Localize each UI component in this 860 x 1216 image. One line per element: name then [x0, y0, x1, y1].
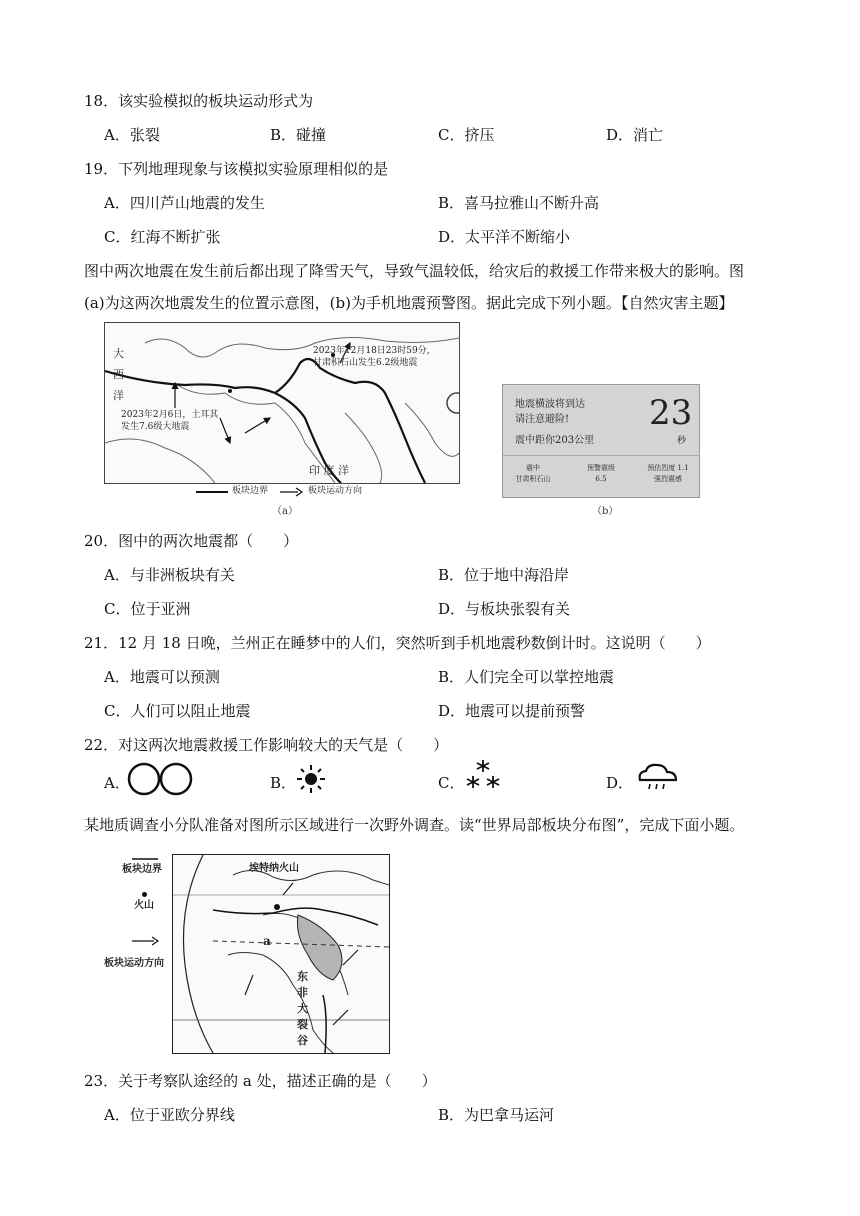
q21-stem: 21．12 月 18 日晚，兰州正在睡梦中的人们，突然听到手机地震秒数倒计时。这说明（ ） [84, 634, 711, 652]
q18-stem: 18．该实验模拟的板块运动形式为 [84, 92, 314, 110]
q22-option-c[interactable] [438, 772, 464, 793]
q19-option-c[interactable]: C．红海不断扩张 [104, 228, 221, 246]
figure-a-caption: （a） [272, 506, 298, 517]
etna-volcano-label: 埃特纳火山 [249, 863, 299, 874]
volcano-legend-icon [142, 892, 147, 897]
q22-stem: 22．对这两次地震救援工作影响较大的天气是（ ） [84, 736, 449, 754]
ocean-west-label: 大 西 洋 [113, 347, 124, 402]
legend-boundary-label: 板块边界 [232, 486, 269, 496]
intro1-line1: 图中两次地震在发生前后都出现了降雪天气，导致气温较低，给灾后的救援工作带来极大的影响。图 [84, 262, 745, 280]
earthquake-location-map [104, 322, 460, 484]
alert-epicenter: 震中 甘肃积石山 [515, 464, 551, 483]
q19-stem: 19．下列地理现象与该模拟实验原理相似的是 [84, 160, 389, 178]
turkey-quake-label: 2023年2月6日，土耳其 发生7.6级大地震 [121, 410, 219, 432]
q19-option-b[interactable]: B．喜马拉雅山不断升高 [438, 194, 600, 212]
q20-option-d[interactable]: D．与板块张裂有关 [438, 600, 571, 618]
q20-option-a[interactable]: A．与非洲板块有关 [104, 566, 235, 584]
q22-option-d-label: D． [606, 774, 634, 792]
q22-option-b[interactable] [270, 772, 296, 793]
q18-option-b[interactable]: B．碰撞 [270, 126, 327, 144]
rain-cloud-icon [634, 762, 680, 794]
q20-option-b[interactable]: B．位于地中海沿岸 [438, 566, 570, 584]
gansu-quake-label: 2023年12月18日23时59分, 甘肃积石山发生6.2级地震 [313, 346, 430, 368]
direction-legend-icon-c [132, 936, 160, 946]
direction-legend-icon [280, 487, 304, 497]
q18-option-d[interactable]: D．消亡 [606, 126, 664, 144]
countdown-unit: 秒 [677, 436, 687, 446]
q22-option-a[interactable] [104, 772, 130, 793]
q22-option-a-label: A． [104, 774, 130, 792]
snow-icon [464, 758, 502, 792]
q20-stem: 20．图中的两次地震都（ ） [84, 532, 299, 550]
q23-option-b[interactable]: B．为巴拿马运河 [438, 1106, 555, 1124]
legend-direction-label-c: 板块运动方向 [104, 958, 164, 969]
alert-magnitude: 预警震级 6.5 [587, 464, 615, 483]
world-plate-map [172, 854, 390, 1054]
q22-option-d[interactable] [606, 772, 633, 793]
q21-option-b[interactable]: B．人们完全可以掌控地震 [438, 668, 615, 686]
indian-ocean-label: 印 度 洋 [309, 464, 349, 477]
sun-icon [296, 764, 326, 794]
legend-direction-label: 板块运动方向 [308, 486, 363, 496]
plate-boundary-east [275, 359, 425, 483]
phone-earthquake-alert [502, 384, 700, 498]
intro1-line2: (a)为这两次地震发生的位置示意图，(b)为手机地震预警图。据此完成下列小题。【自然灾害主题】 [84, 294, 734, 312]
q21-option-a[interactable]: A．地震可以预测 [104, 668, 220, 686]
figure-b-caption: （b） [592, 506, 619, 517]
boundary-legend-icon [196, 487, 230, 497]
plate-map-drawing [173, 855, 389, 1053]
point-a-label: a [263, 934, 271, 948]
legend-volcano-label: 火山 [134, 900, 154, 911]
boundary-legend-icon-c [132, 856, 158, 862]
q19-option-d[interactable]: D．太平洋不断缩小 [438, 228, 571, 246]
q18-option-a[interactable]: A．张裂 [104, 126, 160, 144]
east-african-rift-label: 东 非 大 裂 谷 [297, 970, 308, 1047]
q18-option-c[interactable]: C．挤压 [438, 126, 495, 144]
q19-option-a[interactable]: A．四川芦山地震的发生 [104, 194, 265, 212]
q23-stem: 23．关于考察队途经的 a 处，描述正确的是（ ） [84, 1072, 437, 1090]
countdown-number: 23 [649, 393, 693, 433]
q21-option-d[interactable]: D．地震可以提前预警 [438, 702, 586, 720]
intro2-line1: 某地质调查小分队准备对图所示区域进行一次野外调查。读“世界局部板块分布图”，完成下面小题。 [84, 816, 745, 834]
alert-intensity: 预估烈度 1.1 强烈震感 [647, 464, 689, 483]
q21-option-c[interactable]: C．人们可以阻止地震 [104, 702, 251, 720]
q22-option-c-label: C． [438, 774, 465, 792]
alert-text: 地震横波将到达 请注意避险! 震中距你203公里 [515, 399, 595, 446]
legend-boundary-label-c: 板块边界 [122, 864, 162, 875]
q20-option-c[interactable]: C．位于亚洲 [104, 600, 191, 618]
q22-option-b-label: B． [270, 774, 297, 792]
q23-option-a[interactable]: A．位于亚欧分界线 [104, 1106, 235, 1124]
double-circle-icon [126, 762, 198, 796]
